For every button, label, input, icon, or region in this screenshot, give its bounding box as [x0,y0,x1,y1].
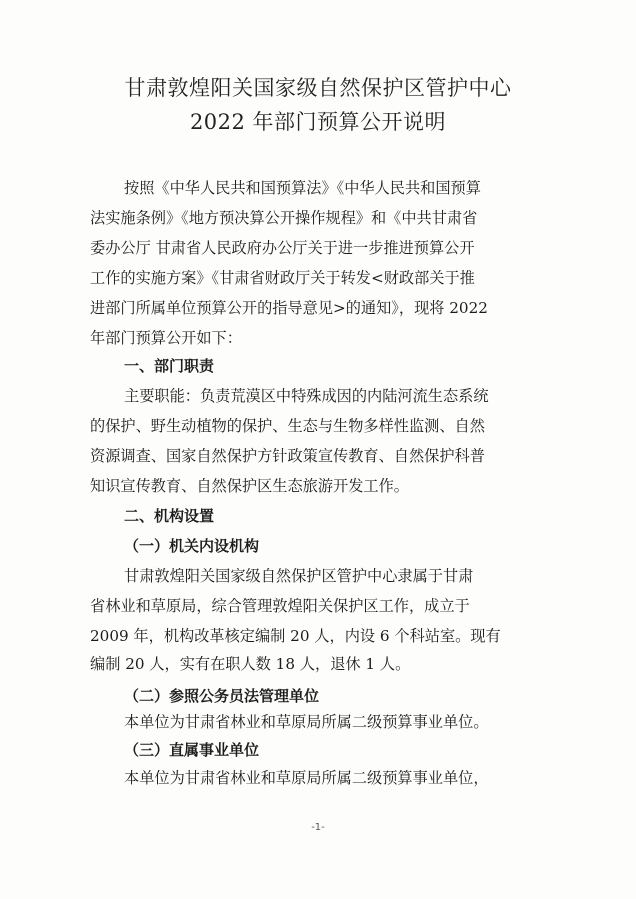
section1-line-4: 知识宣传教育、自然保护区生态旅游开发工作。 [90,477,409,495]
sub1-line-1: 甘肃敦煌阳关国家级自然保护区管护中心隶属于甘肃 [124,567,474,585]
intro-line-3: 委办公厅 甘肃省人民政府办公厅关于进一步推进预算公开 [90,239,475,257]
sub1-line-3: 2009 年，机构改革核定编制 20 人，内设 6 个科站室。现有 [90,627,501,645]
intro-line-5: 进部门所属单位预算公开的指导意见>的通知》，现将 2022 [90,299,488,317]
document-title-line2: 2022 年部门预算公开说明 [189,110,447,134]
section1-heading: 一、部门职责 [124,357,215,375]
document-title-line1: 甘肃敦煌阳关国家级自然保护区管护中心 [124,76,512,100]
sub3-line-1: 本单位为甘肃省林业和草原局所属二级预算事业单位， [124,769,489,787]
section2-heading: 二、机构设置 [124,507,215,525]
intro-line-6: 年部门预算公开如下： [90,329,242,347]
sub1-line-2: 省林业和草原局，综合管理敦煌阳关保护区工作，成立于 [90,597,470,615]
intro-line-1: 按照《中华人民共和国预算法》《中华人民共和国预算 [124,179,481,197]
sub3-heading: （三）直属事业单位 [124,741,260,759]
section1-line-2: 的保护、野生动植物的保护、生态与生物多样性监测、自然 [90,417,485,435]
section1-line-1: 主要职能：负责荒漠区中特殊成因的内陆河流生态系统 [124,387,489,405]
sub2-line-1: 本单位为甘肃省林业和草原局所属二级预算事业单位。 [124,713,489,731]
sub1-line-4: 编制 20 人，实有在职人数 18 人，退休 1 人。 [90,655,411,673]
sub1-heading: （一）机关内设机构 [124,537,260,555]
page-number: -1- [311,822,325,833]
section1-line-3: 资源调查、国家自然保护方针政策宣传教育、自然保护科普 [90,447,485,465]
intro-line-4: 工作的实施方案》《甘肃省财政厅关于转发<财政部关于推 [90,269,475,287]
intro-line-2: 法实施条例》《地方预决算公开操作规程》和《中共甘肃省 [90,209,478,227]
sub2-heading: （二）参照公务员法管理单位 [124,687,320,705]
